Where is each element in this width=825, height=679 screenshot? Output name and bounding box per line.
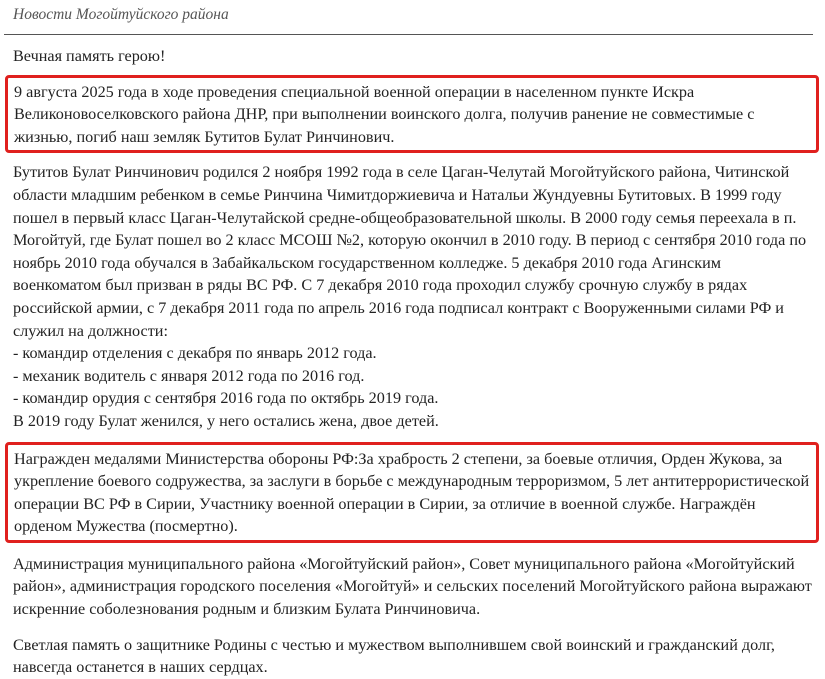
article-body [13, 45, 813, 679]
service-position-item: - командир орудия с сентября 2016 года по октябрь 2019 года. [13, 389, 439, 408]
article-title: Вечная память герою! [13, 47, 166, 65]
condolences-paragraph: Администрация муниципального района «Могойтуйский район», Совет муниципального района «Могойтуйский район», администрация городского поселения «Могойтуй» и сельских поселений Могойтуйского района выражают искренние соболезнования родным и близким Булата Ринчиновича. [13, 554, 812, 619]
family-note: В 2019 году Булат женился, у него остались жена, двое детей. [13, 411, 439, 430]
header-divider [4, 34, 813, 35]
memory-paragraph: Светлая память о защитнике Родины с честью и мужеством выполнившем свой воинский и гражданский долг, навсегда останется в наших сердцах. [13, 635, 775, 677]
service-position-item: - механик водитель с января 2012 года по 2016 год. [13, 366, 365, 385]
awards-highlighted: Награжден медалями Министерства обороны РФ:За храбрость 2 степени, за боевые отличия, Орден Жукова, за укрепление боевого содружества, за заслуги в борьбе с международным терроризмом, 5 лет антитеррористической операции ВС РФ в Сирии, Участнику военной операции в Сирии, за отличие в военной службе. Награждён орденом Мужества (посмертно). [5, 442, 819, 543]
biography-paragraph: Бутитов Булат Ринчинович родился 2 ноября 1992 года в селе Цаган-Челутай Могойтуйского района, Читинской области младшим ребенком в семье Ринчина Чимитдоржиевича и Натальи Жундуевны Бутитовых. В 1999 году пошел в первый класс Цаган-Челутайской средне-общеобразовательной школы. В 2000 году семья переехала в п. Могойтуй, где Булат пошел во 2 класс МСОШ №2, которую окончил в 2010 году. В период с сентября 2010 года по ноябрь 2010 года обучался в Забайкальском государственном колледже. 5 декабря 2010 года Агинским военкоматом был призван в ряды ВС РФ. С 7 декабря 2010 года проходил службу срочную службу в рядах российской армии, с 7 декабря 2011 года по апрель 2016 года подписал контракт с Вооруженными силами РФ и служил на должности: [13, 163, 807, 340]
news-source-header: Новости Могойтуйского района [13, 6, 229, 23]
biography-section [13, 161, 813, 432]
service-position-item: - командир отделения с декабря по январь 2012 года. [13, 344, 377, 363]
death-notice-highlighted: 9 августа 2025 года в ходе проведения специальной военной операции в населенном пункте Искра Великоновоселковского района ДНР, при выполнении воинского долга, получив ранение не совместимые с жизнью, погиб наш земляк Бутитов Булат Ринчинович. [5, 75, 819, 154]
